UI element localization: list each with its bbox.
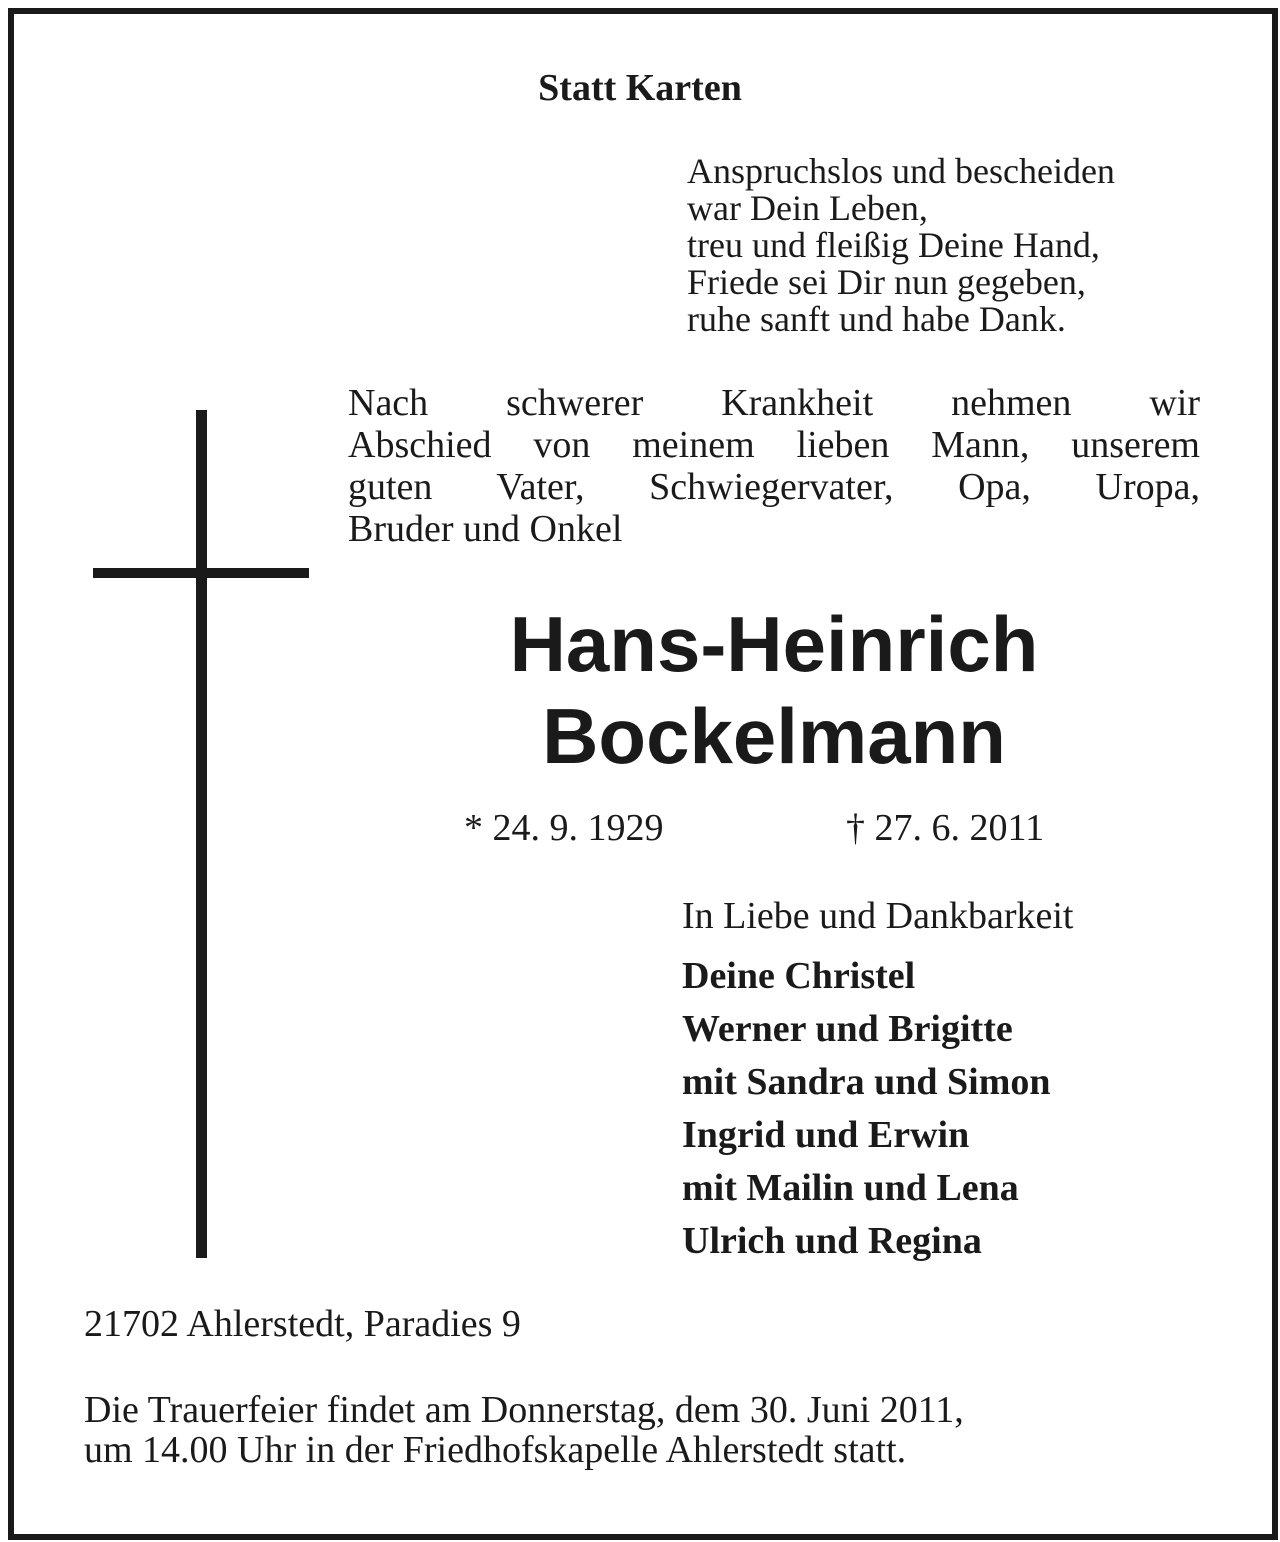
family-member: Ulrich und Regina xyxy=(682,1220,982,1262)
service-info xyxy=(84,1390,964,1470)
intro-line: Abschied von meinem lieben Mann, unserem xyxy=(348,424,1200,466)
family-member: Deine Christel xyxy=(682,955,916,997)
verse-line: ruhe sanft und habe Dank. xyxy=(687,299,1066,339)
intro-line: Bruder und Onkel xyxy=(348,508,623,550)
last-name: Bockelmann xyxy=(542,692,1006,780)
verse-line: Anspruchslos und bescheiden xyxy=(687,151,1115,191)
closing-phrase: In Liebe und Dankbarkeit xyxy=(682,895,1074,937)
intro-text xyxy=(348,382,1200,550)
family-member: mit Sandra und Simon xyxy=(682,1061,1051,1103)
family-list xyxy=(682,950,1051,1268)
service-line: um 14.00 Uhr in der Friedhofskapelle Ahlerstedt statt. xyxy=(84,1429,907,1471)
cross-icon-vertical xyxy=(196,410,207,1258)
death-date: † 27. 6. 2011 xyxy=(846,807,1045,849)
service-line: Die Trauerfeier findet am Donnerstag, dem 30. Juni 2011, xyxy=(84,1389,964,1431)
family-member: Werner und Brigitte xyxy=(682,1008,1013,1050)
verse-line: war Dein Leben, xyxy=(687,188,928,228)
family-member: mit Mailin und Lena xyxy=(682,1167,1019,1209)
header-title: Statt Karten xyxy=(538,67,742,109)
verse-line: Friede sei Dir nun gegeben, xyxy=(687,262,1086,302)
first-name: Hans-Heinrich xyxy=(509,600,1039,688)
birth-date: * 24. 9. 1929 xyxy=(464,807,664,849)
intro-line: guten Vater, Schwiegervater, Opa, Uropa, xyxy=(348,466,1200,508)
family-member: Ingrid und Erwin xyxy=(682,1114,970,1156)
cross-icon-horizontal xyxy=(93,568,309,578)
verse-line: treu und fleißig Deine Hand, xyxy=(687,225,1100,265)
address: 21702 Ahlerstedt, Paradies 9 xyxy=(84,1303,521,1345)
intro-line: Nach schwerer Krankheit nehmen wir xyxy=(348,382,1200,424)
deceased-name xyxy=(340,598,1208,782)
verse-block xyxy=(687,153,1115,338)
